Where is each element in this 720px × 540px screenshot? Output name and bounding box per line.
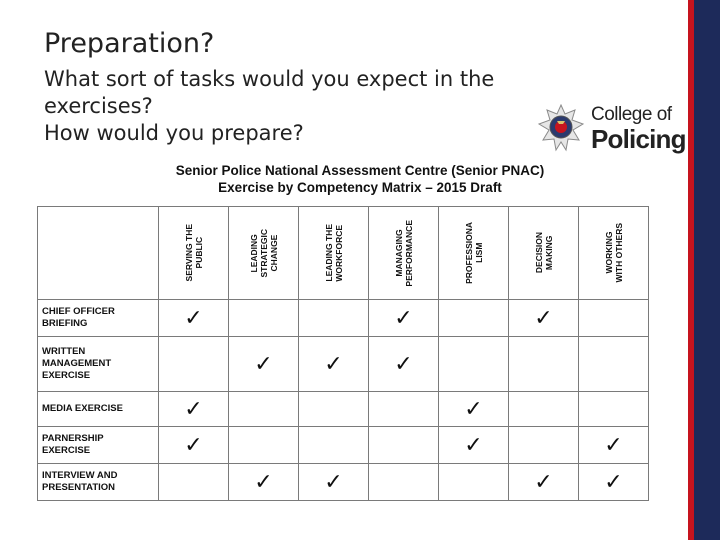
empty-cell <box>159 463 229 500</box>
checkmark-icon: ✓ <box>534 468 553 494</box>
college-of-policing-logo <box>537 100 685 160</box>
column-header-label: SERVING THE PUBLIC <box>183 224 204 282</box>
checkmark-icon: ✓ <box>324 351 343 377</box>
checkmark-cell <box>579 426 649 463</box>
empty-cell <box>509 337 579 392</box>
checkmark-cell <box>369 337 439 392</box>
empty-cell <box>229 426 299 463</box>
column-header <box>229 207 299 300</box>
exercise-label: INTERVIEW AND PRESENTATION <box>38 463 159 500</box>
column-header <box>159 207 229 300</box>
slide-questions <box>44 66 584 147</box>
column-header-label: PROFESSIONA LISM <box>463 222 484 284</box>
empty-cell <box>579 300 649 337</box>
matrix-row <box>38 392 649 426</box>
question-line: exercises? <box>44 94 153 118</box>
checkmark-cell <box>369 300 439 337</box>
column-header <box>439 207 509 300</box>
exercise-label: MEDIA EXERCISE <box>38 392 159 426</box>
matrix-row <box>38 463 649 500</box>
checkmark-cell <box>439 392 509 426</box>
column-header-label: MANAGING PERFORMANCE <box>393 219 414 287</box>
checkmark-cell <box>159 300 229 337</box>
checkmark-icon: ✓ <box>394 305 413 331</box>
empty-cell <box>229 392 299 426</box>
police-star-icon <box>537 104 585 152</box>
checkmark-icon: ✓ <box>604 431 623 457</box>
empty-cell <box>369 392 439 426</box>
column-header-label: LEADING THE WORKFORCE <box>323 224 344 282</box>
column-header-label: WORKING WITH OTHERS <box>603 223 624 283</box>
empty-cell <box>509 426 579 463</box>
empty-cell <box>299 300 369 337</box>
matrix-row <box>38 337 649 392</box>
checkmark-icon: ✓ <box>254 351 273 377</box>
empty-cell <box>439 337 509 392</box>
logo-line2: Policing <box>591 124 686 154</box>
checkmark-cell <box>229 337 299 392</box>
brand-side-bar <box>688 0 720 540</box>
matrix-row <box>38 300 649 337</box>
matrix-header-row <box>38 207 649 300</box>
checkmark-icon: ✓ <box>394 351 413 377</box>
matrix-row <box>38 426 649 463</box>
question-line: What sort of tasks would you expect in the <box>44 67 495 91</box>
empty-cell <box>579 337 649 392</box>
checkmark-cell <box>579 463 649 500</box>
exercise-label: CHIEF OFFICER BRIEFING <box>38 300 159 337</box>
checkmark-cell <box>299 337 369 392</box>
column-header <box>299 207 369 300</box>
empty-cell <box>439 300 509 337</box>
document-title-line1: Senior Police National Assessment Centre (Senior PNAC) <box>175 163 545 178</box>
empty-cell <box>509 392 579 426</box>
empty-cell <box>229 300 299 337</box>
exercise-label: WRITTEN MANAGEMENT EXERCISE <box>38 337 159 392</box>
empty-cell <box>299 392 369 426</box>
checkmark-cell <box>299 463 369 500</box>
matrix-body <box>38 300 649 501</box>
empty-cell <box>159 337 229 392</box>
matrix-corner-cell <box>38 207 159 300</box>
logo-wordmark <box>591 104 686 152</box>
column-header-label: DECISION MAKING <box>533 232 554 274</box>
slide-title: Preparation? <box>44 28 215 59</box>
empty-cell <box>369 426 439 463</box>
column-header <box>369 207 439 300</box>
empty-cell <box>369 463 439 500</box>
checkmark-icon: ✓ <box>324 468 343 494</box>
column-header <box>579 207 649 300</box>
checkmark-cell <box>509 300 579 337</box>
checkmark-icon: ✓ <box>254 468 273 494</box>
checkmark-icon: ✓ <box>464 431 483 457</box>
empty-cell <box>439 463 509 500</box>
exercise-label: PARNERSHIP EXERCISE <box>38 426 159 463</box>
checkmark-icon: ✓ <box>184 395 203 421</box>
checkmark-cell <box>509 463 579 500</box>
document-title <box>100 162 620 196</box>
checkmark-cell <box>159 426 229 463</box>
logo-line1: College of <box>591 104 672 125</box>
checkmark-cell <box>439 426 509 463</box>
empty-cell <box>579 392 649 426</box>
checkmark-icon: ✓ <box>534 305 553 331</box>
checkmark-icon: ✓ <box>604 468 623 494</box>
empty-cell <box>299 426 369 463</box>
checkmark-icon: ✓ <box>464 395 483 421</box>
column-header <box>509 207 579 300</box>
competency-matrix <box>37 206 649 501</box>
checkmark-icon: ✓ <box>184 305 203 331</box>
document-title-line2: Exercise by Competency Matrix – 2015 Draft <box>218 180 502 195</box>
checkmark-cell <box>229 463 299 500</box>
question-line: How would you prepare? <box>44 121 304 145</box>
checkmark-icon: ✓ <box>184 431 203 457</box>
column-header-label: LEADING STRATEGIC CHANGE <box>248 228 279 278</box>
checkmark-cell <box>159 392 229 426</box>
